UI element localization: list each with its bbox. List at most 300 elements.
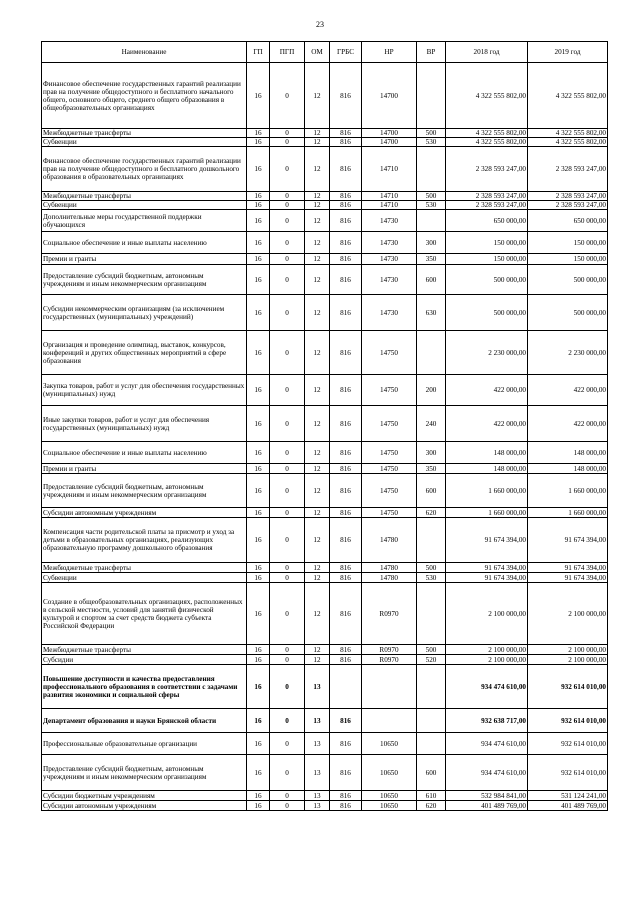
pgp-cell: 0 [270,442,305,464]
table-row [42,129,608,138]
gp-cell: 16 [247,464,270,474]
grbs-cell: 816 [330,265,362,295]
gp-cell: 16 [247,265,270,295]
table-row [42,442,608,464]
gp-cell: 16 [247,232,270,254]
name-cell: Субсидии [42,655,247,665]
amount-2018-cell: 2 328 593 247,00 [446,192,528,201]
grbs-cell: 816 [330,645,362,655]
amount-2018-cell: 148 000,00 [446,442,528,464]
om-cell: 12 [305,645,330,655]
amount-2019-cell: 91 674 394,00 [528,518,608,563]
vr-cell: 500 [417,192,446,201]
grbs-cell: 816 [330,709,362,733]
name-cell: Социальное обеспечение и иные выплаты населению [42,442,247,464]
nr-cell: 14700 [362,129,417,138]
table-row [42,232,608,254]
om-cell: 12 [305,375,330,406]
amount-2019-cell: 4 322 555 802,00 [528,129,608,138]
nr-cell: 14750 [362,442,417,464]
gp-cell: 16 [247,733,270,755]
name-cell: Субвенции [42,201,247,210]
name-cell: Субсидии некоммерческим организациям (за исключением государственных (муниципальных) учреждений) [42,295,247,331]
pgp-cell: 0 [270,331,305,375]
grbs-cell: 816 [330,232,362,254]
amount-2019-cell: 932 614 010,00 [528,755,608,791]
name-cell: Финансовое обеспечение государственных гарантий реализации прав на получение общедоступного и бесплатного начального общего, основного общего, среднего общего образования в общеобразовательных организациях [42,63,247,129]
vr-cell: 610 [417,791,446,801]
pgp-cell: 0 [270,464,305,474]
nr-cell [362,709,417,733]
name-cell: Социальное обеспечение и иные выплаты населению [42,232,247,254]
name-cell: Межбюджетные трансферты [42,645,247,655]
gp-cell: 16 [247,655,270,665]
om-cell: 12 [305,474,330,508]
amount-2018-cell: 934 474 610,00 [446,665,528,709]
om-cell: 12 [305,192,330,201]
om-cell: 12 [305,210,330,232]
vr-cell: 350 [417,464,446,474]
table-row [42,791,608,801]
amount-2018-cell: 2 100 000,00 [446,645,528,655]
name-cell: Предоставление субсидий бюджетным, автономным учреждениям и иным некоммерческим организациям [42,265,247,295]
nr-cell: 14750 [362,375,417,406]
table-row [42,645,608,655]
grbs-cell: 816 [330,442,362,464]
name-cell: Предоставление субсидий бюджетным, автономным учреждениям и иным некоммерческим организациям [42,755,247,791]
vr-cell [417,733,446,755]
om-cell: 13 [305,755,330,791]
amount-2018-cell: 91 674 394,00 [446,518,528,563]
vr-cell: 300 [417,442,446,464]
name-cell: Дополнительные меры государственной поддержки обучающихся [42,210,247,232]
amount-2019-cell: 91 674 394,00 [528,563,608,573]
grbs-cell: 816 [330,375,362,406]
amount-2019-cell: 2 328 593 247,00 [528,192,608,201]
grbs-cell: 816 [330,733,362,755]
amount-2019-cell: 150 000,00 [528,254,608,265]
table-row [42,665,608,709]
om-cell: 13 [305,791,330,801]
amount-2019-cell: 500 000,00 [528,295,608,331]
gp-cell: 16 [247,210,270,232]
header-om: ОМ [305,42,330,63]
om-cell: 12 [305,573,330,583]
nr-cell: R0970 [362,645,417,655]
vr-cell: 530 [417,201,446,210]
name-cell: Премии и гранты [42,464,247,474]
header-2018: 2018 год [446,42,528,63]
pgp-cell: 0 [270,295,305,331]
gp-cell: 16 [247,201,270,210]
pgp-cell: 0 [270,210,305,232]
om-cell: 12 [305,254,330,265]
pgp-cell: 0 [270,709,305,733]
amount-2019-cell: 2 328 593 247,00 [528,147,608,192]
nr-cell: 14730 [362,210,417,232]
name-cell: Закупка товаров, работ и услуг для обеспечения государственных (муниципальных) нужд [42,375,247,406]
table-row [42,295,608,331]
amount-2019-cell: 422 000,00 [528,406,608,442]
table-row [42,464,608,474]
om-cell: 12 [305,295,330,331]
table-row [42,406,608,442]
nr-cell: 10650 [362,801,417,811]
nr-cell: 14780 [362,518,417,563]
amount-2019-cell: 2 230 000,00 [528,331,608,375]
table-row [42,254,608,265]
header-vr: ВР [417,42,446,63]
amount-2019-cell: 1 660 000,00 [528,508,608,518]
pgp-cell: 0 [270,755,305,791]
nr-cell: 14730 [362,265,417,295]
amount-2018-cell: 2 230 000,00 [446,331,528,375]
grbs-cell: 816 [330,573,362,583]
om-cell: 12 [305,129,330,138]
nr-cell: 14780 [362,563,417,573]
vr-cell: 600 [417,474,446,508]
grbs-cell: 816 [330,138,362,147]
gp-cell: 16 [247,406,270,442]
pgp-cell: 0 [270,573,305,583]
table-row [42,474,608,508]
nr-cell: 10650 [362,755,417,791]
gp-cell: 16 [247,583,270,645]
pgp-cell: 0 [270,791,305,801]
om-cell: 12 [305,331,330,375]
grbs-cell: 816 [330,201,362,210]
nr-cell: 14780 [362,573,417,583]
amount-2019-cell: 401 489 769,00 [528,801,608,811]
gp-cell: 16 [247,129,270,138]
vr-cell: 240 [417,406,446,442]
name-cell: Компенсация части родительской платы за присмотр и уход за детьми в образовательных организациях, реализующих образовательную программу дошкольного образования [42,518,247,563]
pgp-cell: 0 [270,563,305,573]
gp-cell: 16 [247,791,270,801]
amount-2018-cell: 2 328 593 247,00 [446,147,528,192]
table-row [42,201,608,210]
table-row [42,583,608,645]
om-cell: 13 [305,709,330,733]
name-cell: Субвенции [42,138,247,147]
gp-cell: 16 [247,518,270,563]
om-cell: 12 [305,265,330,295]
gp-cell: 16 [247,147,270,192]
amount-2018-cell: 422 000,00 [446,375,528,406]
table-row [42,147,608,192]
amount-2018-cell: 1 660 000,00 [446,508,528,518]
amount-2018-cell: 932 638 717,00 [446,709,528,733]
grbs-cell: 816 [330,295,362,331]
pgp-cell: 0 [270,406,305,442]
nr-cell: 10650 [362,791,417,801]
om-cell: 13 [305,665,330,709]
amount-2019-cell: 148 000,00 [528,464,608,474]
header-name: Наименование [42,42,247,63]
nr-cell: 14730 [362,232,417,254]
table-row [42,755,608,791]
grbs-cell: 816 [330,755,362,791]
header-gp: ГП [247,42,270,63]
name-cell: Предоставление субсидий бюджетным, автономным учреждениям и иным некоммерческим организациям [42,474,247,508]
amount-2019-cell: 500 000,00 [528,265,608,295]
amount-2019-cell: 932 614 010,00 [528,733,608,755]
header-pgp: ПГП [270,42,305,63]
nr-cell: 10650 [362,733,417,755]
nr-cell: R0970 [362,655,417,665]
om-cell: 12 [305,147,330,192]
nr-cell: 14710 [362,201,417,210]
gp-cell: 16 [247,665,270,709]
vr-cell: 500 [417,645,446,655]
om-cell: 12 [305,201,330,210]
amount-2018-cell: 422 000,00 [446,406,528,442]
table-row [42,508,608,518]
nr-cell: R0970 [362,583,417,645]
table-row [42,709,608,733]
gp-cell: 16 [247,755,270,791]
grbs-cell: 816 [330,331,362,375]
vr-cell: 620 [417,508,446,518]
grbs-cell: 816 [330,791,362,801]
vr-cell: 600 [417,755,446,791]
name-cell: Повышение доступности и качества предоставления профессионального образования в соответствии с задачами развития экономики и социальной сферы [42,665,247,709]
amount-2018-cell: 934 474 610,00 [446,733,528,755]
name-cell: Создание в общеобразовательных организациях, расположенных в сельской местности, условий для занятий физической культурой и спортом за счет средств бюджета субъекта Российской Федерации [42,583,247,645]
nr-cell: 14750 [362,464,417,474]
gp-cell: 16 [247,63,270,129]
name-cell: Финансовое обеспечение государственных гарантий реализации прав на получение общедоступного и бесплатного дошкольного образования в образовательных организациях [42,147,247,192]
om-cell: 12 [305,232,330,254]
grbs-cell: 816 [330,210,362,232]
pgp-cell: 0 [270,375,305,406]
amount-2019-cell: 1 660 000,00 [528,474,608,508]
amount-2018-cell: 650 000,00 [446,210,528,232]
gp-cell: 16 [247,508,270,518]
om-cell: 12 [305,63,330,129]
om-cell: 12 [305,508,330,518]
table-row [42,655,608,665]
nr-cell [362,665,417,709]
table-row [42,331,608,375]
table-row [42,563,608,573]
pgp-cell: 0 [270,655,305,665]
vr-cell: 620 [417,801,446,811]
pgp-cell: 0 [270,474,305,508]
name-cell: Организация и проведение олимпиад, выставок, конкурсов, конференций и других общественных мероприятий в сфере образования [42,331,247,375]
amount-2018-cell: 2 100 000,00 [446,655,528,665]
name-cell: Иные закупки товаров, работ и услуг для обеспечения государственных (муниципальных) нужд [42,406,247,442]
table-row [42,573,608,583]
gp-cell: 16 [247,295,270,331]
name-cell: Премии и гранты [42,254,247,265]
amount-2018-cell: 150 000,00 [446,232,528,254]
vr-cell: 500 [417,129,446,138]
amount-2018-cell: 934 474 610,00 [446,755,528,791]
vr-cell: 300 [417,232,446,254]
vr-cell [417,331,446,375]
nr-cell: 14700 [362,138,417,147]
amount-2019-cell: 932 614 010,00 [528,709,608,733]
om-cell: 12 [305,406,330,442]
table-row [42,138,608,147]
om-cell: 12 [305,464,330,474]
gp-cell: 16 [247,138,270,147]
grbs-cell: 816 [330,508,362,518]
om-cell: 13 [305,801,330,811]
amount-2018-cell: 150 000,00 [446,254,528,265]
name-cell: Департамент образования и науки Брянской области [42,709,247,733]
nr-cell: 14730 [362,295,417,331]
name-cell: Межбюджетные трансферты [42,192,247,201]
amount-2018-cell: 4 322 555 802,00 [446,63,528,129]
pgp-cell: 0 [270,192,305,201]
grbs-cell: 816 [330,406,362,442]
nr-cell: 14710 [362,147,417,192]
table-row [42,733,608,755]
vr-cell [417,709,446,733]
table-header-row [42,42,608,63]
vr-cell [417,63,446,129]
name-cell: Межбюджетные трансферты [42,129,247,138]
om-cell: 12 [305,583,330,645]
header-2019: 2019 год [528,42,608,63]
vr-cell [417,210,446,232]
table-row [42,192,608,201]
vr-cell: 530 [417,138,446,147]
amount-2019-cell: 531 124 241,00 [528,791,608,801]
grbs-cell: 816 [330,464,362,474]
pgp-cell: 0 [270,254,305,265]
vr-cell: 350 [417,254,446,265]
amount-2018-cell: 4 322 555 802,00 [446,138,528,147]
vr-cell: 600 [417,265,446,295]
pgp-cell: 0 [270,583,305,645]
grbs-cell: 816 [330,563,362,573]
grbs-cell: 816 [330,655,362,665]
amount-2019-cell: 932 614 010,00 [528,665,608,709]
amount-2019-cell: 4 322 555 802,00 [528,138,608,147]
pgp-cell: 0 [270,232,305,254]
grbs-cell: 816 [330,147,362,192]
name-cell: Субсидии автономным учреждениям [42,801,247,811]
header-grbs: ГРБС [330,42,362,63]
vr-cell: 530 [417,573,446,583]
amount-2019-cell: 91 674 394,00 [528,573,608,583]
pgp-cell: 0 [270,63,305,129]
header-nr: НР [362,42,417,63]
gp-cell: 16 [247,192,270,201]
gp-cell: 16 [247,801,270,811]
vr-cell [417,147,446,192]
budget-table [41,41,608,811]
amount-2018-cell: 148 000,00 [446,464,528,474]
amount-2019-cell: 422 000,00 [528,375,608,406]
amount-2018-cell: 500 000,00 [446,295,528,331]
amount-2018-cell: 4 322 555 802,00 [446,129,528,138]
nr-cell: 14750 [362,406,417,442]
table-row [42,801,608,811]
pgp-cell: 0 [270,265,305,295]
vr-cell [417,583,446,645]
nr-cell: 14750 [362,331,417,375]
pgp-cell: 0 [270,147,305,192]
page-number: 23 [316,20,324,29]
amount-2019-cell: 2 100 000,00 [528,645,608,655]
name-cell: Профессиональные образовательные организации [42,733,247,755]
name-cell: Межбюджетные трансферты [42,563,247,573]
om-cell: 12 [305,655,330,665]
vr-cell: 520 [417,655,446,665]
pgp-cell: 0 [270,645,305,655]
pgp-cell: 0 [270,129,305,138]
gp-cell: 16 [247,645,270,655]
vr-cell: 630 [417,295,446,331]
gp-cell: 16 [247,709,270,733]
amount-2018-cell: 2 328 593 247,00 [446,201,528,210]
amount-2018-cell: 1 660 000,00 [446,474,528,508]
nr-cell: 14730 [362,254,417,265]
amount-2018-cell: 401 489 769,00 [446,801,528,811]
om-cell: 12 [305,442,330,464]
amount-2019-cell: 2 100 000,00 [528,655,608,665]
grbs-cell [330,665,362,709]
pgp-cell: 0 [270,138,305,147]
nr-cell: 14700 [362,63,417,129]
gp-cell: 16 [247,474,270,508]
pgp-cell: 0 [270,508,305,518]
name-cell: Субсидии автономным учреждениям [42,508,247,518]
name-cell: Субвенции [42,573,247,583]
amount-2019-cell: 148 000,00 [528,442,608,464]
grbs-cell: 816 [330,474,362,508]
gp-cell: 16 [247,573,270,583]
gp-cell: 16 [247,375,270,406]
pgp-cell: 0 [270,665,305,709]
grbs-cell: 816 [330,63,362,129]
gp-cell: 16 [247,442,270,464]
nr-cell: 14750 [362,474,417,508]
grbs-cell: 816 [330,254,362,265]
table-row [42,375,608,406]
amount-2018-cell: 91 674 394,00 [446,563,528,573]
table-body [42,63,608,811]
amount-2019-cell: 650 000,00 [528,210,608,232]
gp-cell: 16 [247,563,270,573]
om-cell: 12 [305,518,330,563]
vr-cell: 200 [417,375,446,406]
table-row [42,210,608,232]
pgp-cell: 0 [270,518,305,563]
grbs-cell: 816 [330,801,362,811]
vr-cell: 500 [417,563,446,573]
amount-2018-cell: 2 100 000,00 [446,583,528,645]
vr-cell [417,518,446,563]
table-row [42,518,608,563]
pgp-cell: 0 [270,801,305,811]
pgp-cell: 0 [270,201,305,210]
om-cell: 12 [305,138,330,147]
grbs-cell: 816 [330,583,362,645]
amount-2019-cell: 2 328 593 247,00 [528,201,608,210]
grbs-cell: 816 [330,192,362,201]
pgp-cell: 0 [270,733,305,755]
nr-cell: 14750 [362,508,417,518]
name-cell: Субсидии бюджетным учреждениям [42,791,247,801]
om-cell: 13 [305,733,330,755]
amount-2019-cell: 2 100 000,00 [528,583,608,645]
amount-2019-cell: 150 000,00 [528,232,608,254]
